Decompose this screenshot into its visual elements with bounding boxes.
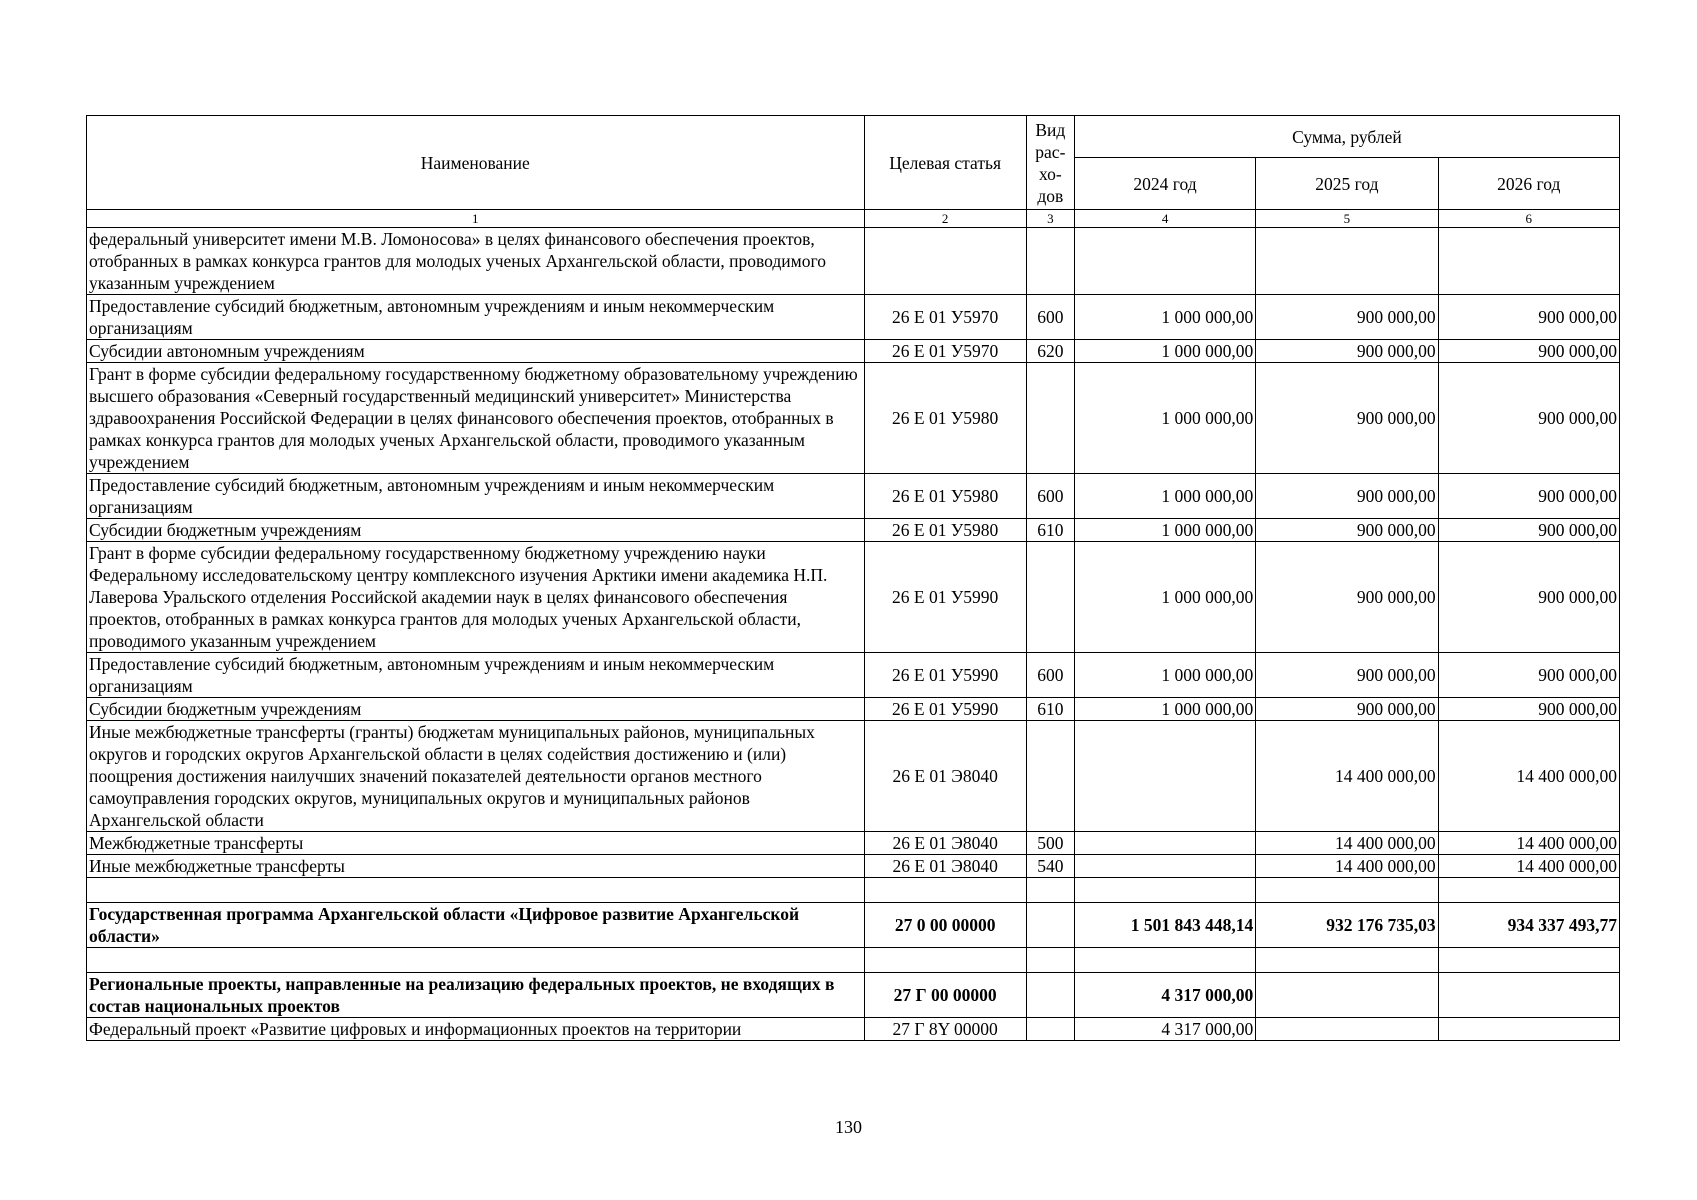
table-row [87,228,1620,295]
row-target-code: 26 Е 01 У5980 [864,519,1026,542]
row-amount-2026: 900 000,00 [1438,295,1619,340]
row-expense-kind [1026,1018,1074,1041]
row-expense-kind: 610 [1026,698,1074,721]
table-row [87,1018,1620,1041]
row-amount-2025: 900 000,00 [1256,698,1438,721]
empty-cell [87,878,865,903]
column-numbers-row [87,210,1620,228]
table-row [87,903,1620,948]
header-name: Наименование [87,116,865,210]
table-row [87,855,1620,878]
row-amount-2026: 934 337 493,77 [1438,903,1619,948]
column-number: 4 [1074,210,1255,228]
row-amount-2025: 932 176 735,03 [1256,903,1438,948]
row-target-code: 26 Е 01 У5990 [864,542,1026,653]
row-target-code: 27 Г 00 00000 [864,973,1026,1018]
row-name: Иные межбюджетные трансферты (гранты) бюджетам муниципальных районов, муниципальных округов и городских округов Архангельской области в целях содействия достижению и (или) поощрения достижения наилучших значений показателей деятельности органов местного самоуправления городских округов, муниципальных округов и муниципальных районов Архангельской области [87,721,865,832]
row-name: Государственная программа Архангельской области «Цифровое развитие Архангельской области» [87,903,865,948]
empty-cell [87,948,865,973]
row-amount-2024: 4 317 000,00 [1074,973,1255,1018]
row-amount-2026 [1438,1018,1619,1041]
row-target-code: 26 Е 01 У5970 [864,340,1026,363]
row-target-code: 26 Е 01 У5980 [864,363,1026,474]
row-target-code: 26 Е 01 У5990 [864,653,1026,698]
row-name: Предоставление субсидий бюджетным, автономным учреждениям и иным некоммерческим организациям [87,295,865,340]
row-amount-2025: 900 000,00 [1256,653,1438,698]
column-number: 6 [1438,210,1619,228]
row-name: федеральный университет имени М.В. Ломоносова» в целях финансового обеспечения проектов, отобранных в рамках конкурса грантов для молодых ученых Архангельской области, проводимого указанным учреждением [87,228,865,295]
row-amount-2026: 900 000,00 [1438,653,1619,698]
column-number: 3 [1026,210,1074,228]
table-row [87,698,1620,721]
table-row [87,542,1620,653]
row-amount-2024: 1 000 000,00 [1074,295,1255,340]
row-amount-2025: 900 000,00 [1256,340,1438,363]
empty-cell [1074,948,1255,973]
empty-cell [1256,878,1438,903]
budget-table [86,115,1620,1041]
row-amount-2024: 1 000 000,00 [1074,340,1255,363]
table-body [87,228,1620,1041]
row-amount-2025 [1256,228,1438,295]
row-amount-2026: 900 000,00 [1438,519,1619,542]
row-target-code: 26 Е 01 Э8040 [864,832,1026,855]
column-number: 5 [1256,210,1438,228]
table-row [87,519,1620,542]
header-kind: Вид рас-хо-дов [1026,116,1074,210]
header-target: Целевая статья [864,116,1026,210]
empty-cell [1438,878,1619,903]
row-amount-2026: 14 400 000,00 [1438,721,1619,832]
row-name: Субсидии автономным учреждениям [87,340,865,363]
table-header [87,116,1620,228]
row-expense-kind [1026,973,1074,1018]
row-expense-kind [1026,363,1074,474]
row-amount-2026: 14 400 000,00 [1438,855,1619,878]
row-amount-2026: 14 400 000,00 [1438,832,1619,855]
row-name: Иные межбюджетные трансферты [87,855,865,878]
row-amount-2025: 14 400 000,00 [1256,832,1438,855]
row-name: Грант в форме субсидии федеральному государственному бюджетному учреждению науки Федеральному исследовательскому центру комплексного изучения Арктики имени академика Н.П. Лаверова Уральского отделения Российской академии наук в целях финансового обеспечения проектов, отобранных в рамках конкурса грантов для молодых ученых Архангельской области, проводимого указанным учреждением [87,542,865,653]
empty-cell [1438,948,1619,973]
row-amount-2024: 4 317 000,00 [1074,1018,1255,1041]
row-target-code: 26 Е 01 Э8040 [864,855,1026,878]
row-amount-2026: 900 000,00 [1438,363,1619,474]
header-year-2024: 2024 год [1074,158,1255,210]
row-name: Предоставление субсидий бюджетным, автономным учреждениям и иным некоммерческим организациям [87,653,865,698]
row-amount-2025 [1256,1018,1438,1041]
row-expense-kind: 600 [1026,653,1074,698]
row-amount-2025: 900 000,00 [1256,474,1438,519]
empty-cell [864,878,1026,903]
row-expense-kind: 600 [1026,474,1074,519]
row-amount-2025: 14 400 000,00 [1256,721,1438,832]
row-expense-kind: 610 [1026,519,1074,542]
spacer-row [87,948,1620,973]
column-number: 1 [87,210,865,228]
row-amount-2024: 1 000 000,00 [1074,519,1255,542]
row-amount-2024 [1074,832,1255,855]
row-amount-2026: 900 000,00 [1438,474,1619,519]
table-row [87,653,1620,698]
row-target-code: 26 Е 01 У5990 [864,698,1026,721]
row-amount-2025: 900 000,00 [1256,295,1438,340]
row-amount-2024: 1 501 843 448,14 [1074,903,1255,948]
row-amount-2025: 900 000,00 [1256,542,1438,653]
table-row [87,340,1620,363]
row-amount-2025: 14 400 000,00 [1256,855,1438,878]
row-name: Субсидии бюджетным учреждениям [87,519,865,542]
row-target-code: 27 Г 8Y 00000 [864,1018,1026,1041]
empty-cell [1074,878,1255,903]
row-expense-kind: 500 [1026,832,1074,855]
row-expense-kind: 540 [1026,855,1074,878]
row-expense-kind: 600 [1026,295,1074,340]
row-amount-2025: 900 000,00 [1256,363,1438,474]
row-amount-2024 [1074,855,1255,878]
row-amount-2024: 1 000 000,00 [1074,542,1255,653]
table-row [87,721,1620,832]
empty-cell [1026,878,1074,903]
spacer-row [87,878,1620,903]
row-expense-kind: 620 [1026,340,1074,363]
column-number: 2 [864,210,1026,228]
table-row [87,474,1620,519]
row-name: Субсидии бюджетным учреждениям [87,698,865,721]
row-expense-kind [1026,542,1074,653]
page-number: 130 [835,1117,862,1137]
row-expense-kind [1026,228,1074,295]
header-year-2025: 2025 год [1256,158,1438,210]
row-expense-kind [1026,903,1074,948]
row-name: Предоставление субсидий бюджетным, автономным учреждениям и иным некоммерческим организациям [87,474,865,519]
row-name: Межбюджетные трансферты [87,832,865,855]
row-amount-2025 [1256,973,1438,1018]
table-row [87,832,1620,855]
row-amount-2026 [1438,228,1619,295]
table-row [87,973,1620,1018]
row-amount-2026: 900 000,00 [1438,542,1619,653]
row-name: Федеральный проект «Развитие цифровых и информационных проектов на территории [87,1018,865,1041]
table-row [87,295,1620,340]
row-target-code: 26 Е 01 У5970 [864,295,1026,340]
row-amount-2024 [1074,228,1255,295]
row-amount-2026 [1438,973,1619,1018]
row-target-code: 27 0 00 00000 [864,903,1026,948]
row-amount-2026: 900 000,00 [1438,698,1619,721]
row-name: Региональные проекты, направленные на реализацию федеральных проектов, не входящих в состав национальных проектов [87,973,865,1018]
row-amount-2024: 1 000 000,00 [1074,698,1255,721]
row-name: Грант в форме субсидии федеральному государственному бюджетному образовательному учреждению высшего образования «Северный государственный медицинский университет» Министерства здравоохранения Российской Федерации в целях финансового обеспечения проектов, отобранных в рамках конкурса грантов для молодых ученых Архангельской области, проводимого указанным учреждением [87,363,865,474]
row-target-code: 26 Е 01 У5980 [864,474,1026,519]
table-row [87,363,1620,474]
header-year-2026: 2026 год [1438,158,1619,210]
row-amount-2024: 1 000 000,00 [1074,363,1255,474]
row-amount-2024 [1074,721,1255,832]
empty-cell [864,948,1026,973]
row-amount-2026: 900 000,00 [1438,340,1619,363]
row-expense-kind [1026,721,1074,832]
empty-cell [1256,948,1438,973]
row-target-code: 26 Е 01 Э8040 [864,721,1026,832]
empty-cell [1026,948,1074,973]
row-amount-2025: 900 000,00 [1256,519,1438,542]
row-amount-2024: 1 000 000,00 [1074,474,1255,519]
header-sum: Сумма, рублей [1074,116,1619,158]
row-amount-2024: 1 000 000,00 [1074,653,1255,698]
row-target-code [864,228,1026,295]
